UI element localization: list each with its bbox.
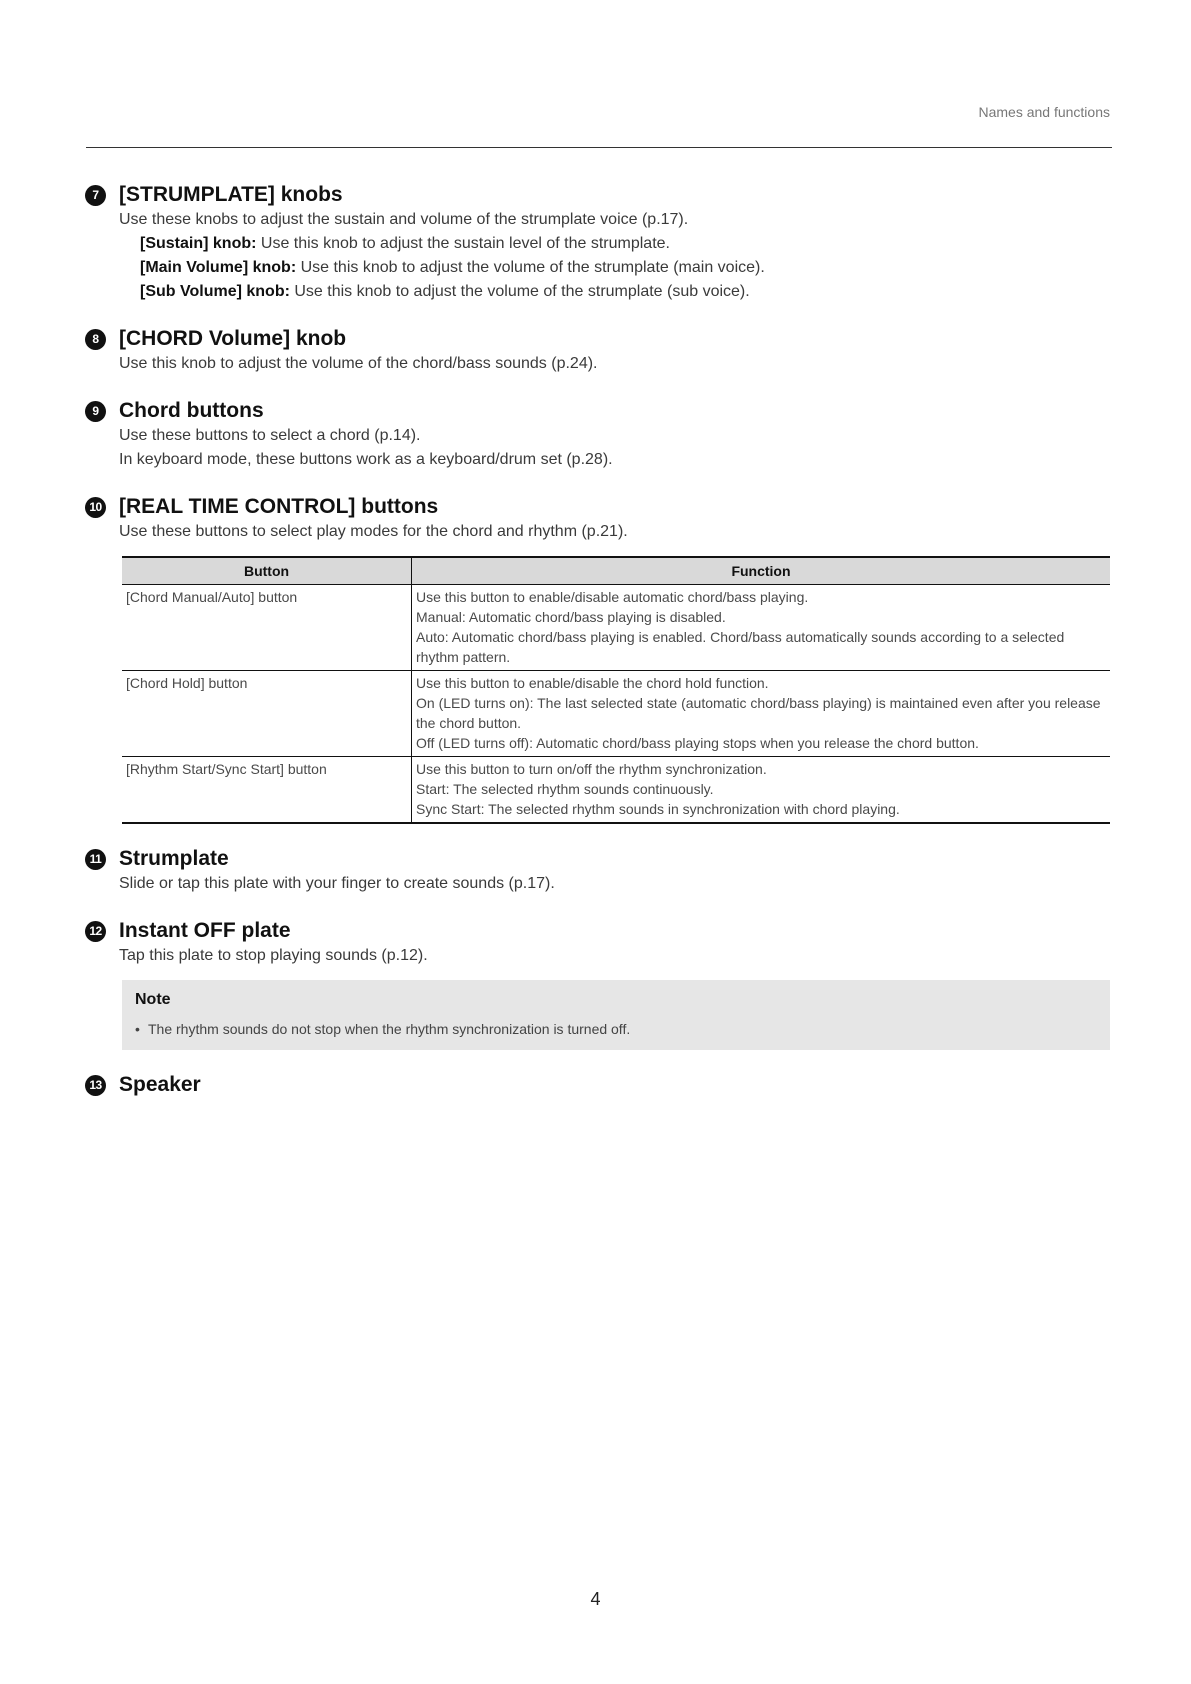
function-cell [412,585,1111,671]
section-title: Instant OFF plate [119,919,291,942]
paragraph: Use this knob to adjust the volume of the chord/bass sounds (p.24). [119,355,598,372]
section-instant-off-plate [85,918,1113,1050]
number-badge: 11 [85,849,106,870]
function-line: Use this button to enable/disable the chord hold function. [416,675,769,691]
number-badge: 12 [85,921,106,942]
paragraph: Use these knobs to adjust the sustain and volume of the strumplate voice (p.17). [119,211,689,228]
paragraph: Slide or tap this plate with your finger to create sounds (p.17). [119,875,555,892]
section-title: [CHORD Volume] knob [119,327,347,350]
section-chord-volume-knob [85,326,1113,376]
section-heading [85,326,1113,352]
bullet-icon: • [135,1021,140,1037]
function-line: Start: The selected rhythm sounds continuously. [416,781,714,797]
section-heading [85,1072,1113,1098]
subitem-sub-volume-knob [140,280,1113,304]
page-number: 4 [590,1589,601,1609]
subitem-label: [Sub Volume] knob: [140,283,290,300]
section-strumplate [85,846,1113,896]
function-line: Use this button to turn on/off the rhythm synchronization. [416,761,767,777]
function-cell [412,757,1111,824]
section-title: [REAL TIME CONTROL] buttons [119,495,439,518]
subitem-label: [Main Volume] knob: [140,259,297,276]
section-title: Speaker [119,1073,201,1096]
number-badge: 8 [85,329,106,350]
column-header-function: Function [412,557,1111,585]
paragraph: Use these buttons to select play modes for the chord and rhythm (p.21). [119,523,628,540]
page-content [85,182,1113,1120]
subitem-sustain-knob [140,232,1113,256]
subitem-text: Use this knob to adjust the volume of the strumplate (main voice). [296,259,765,276]
function-cell [412,671,1111,757]
subitem-text: Use this knob to adjust the volume of the strumplate (sub voice). [289,283,750,300]
section-real-time-control-buttons [85,494,1113,824]
section-chord-buttons [85,398,1113,472]
function-line: Auto: Automatic chord/bass playing is enabled. Chord/bass automatically sounds according to a selected rhythm pattern. [416,629,1065,665]
note-item [135,1019,1097,1039]
number-badge: 10 [85,497,106,518]
paragraph: Tap this plate to stop playing sounds (p.12). [119,947,428,964]
paragraph: In keyboard mode, these buttons work as a keyboard/drum set (p.28). [119,451,613,468]
function-line: Use this button to enable/disable automatic chord/bass playing. [416,589,809,605]
button-function-table [122,556,1110,824]
table-row [122,671,1110,757]
section-heading [85,182,1113,208]
note-text: The rhythm sounds do not stop when the rhythm synchronization is turned off. [148,1021,631,1037]
table-row [122,585,1110,671]
function-line: On (LED turns on): The last selected state (automatic chord/bass playing) is maintained even after you release the chord button. [416,695,1101,731]
subitem-main-volume-knob [140,256,1113,280]
section-title: Strumplate [119,847,229,870]
section-speaker [85,1072,1113,1098]
button-cell: [Rhythm Start/Sync Start] button [122,757,412,824]
section-heading [85,846,1113,872]
number-badge: 9 [85,401,106,422]
running-header: Names and functions [978,104,1110,120]
paragraph: Use these buttons to select a chord (p.14). [119,427,421,444]
column-header-button: Button [122,557,412,585]
header-rule [86,147,1112,148]
section-heading [85,398,1113,424]
table-row [122,757,1110,824]
button-cell: [Chord Hold] button [122,671,412,757]
table-header-row [122,557,1110,585]
section-title: Chord buttons [119,399,264,422]
section-heading [85,918,1113,944]
function-line: Manual: Automatic chord/bass playing is disabled. [416,609,726,625]
subitem-label: [Sustain] knob: [140,235,257,252]
note-box [122,980,1110,1050]
section-strumplate-knobs [85,182,1113,304]
section-title: [STRUMPLATE] knobs [119,183,343,206]
number-badge: 13 [85,1075,106,1096]
function-line: Off (LED turns off): Automatic chord/bass playing stops when you release the chord button. [416,735,979,751]
number-badge: 7 [85,185,106,206]
subitem-text: Use this knob to adjust the sustain level of the strumplate. [256,235,670,252]
function-line: Sync Start: The selected rhythm sounds in synchronization with chord playing. [416,801,900,817]
button-cell: [Chord Manual/Auto] button [122,585,412,671]
section-heading [85,494,1113,520]
note-title: Note [135,991,171,1008]
